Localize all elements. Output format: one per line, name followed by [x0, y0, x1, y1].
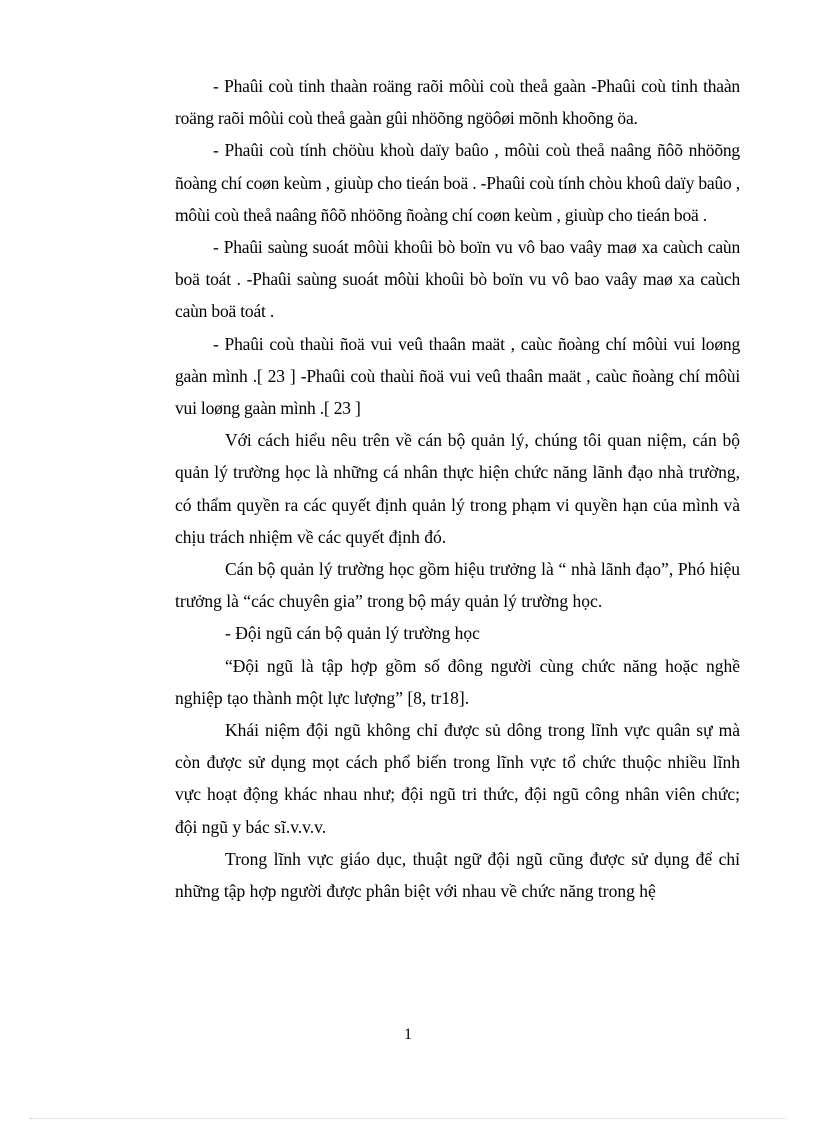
page-number: 1 — [404, 1026, 412, 1043]
paragraph-10: Trong lĩnh vực giáo dục, thuật ngữ đội ngũ cũng được sử dụng để chỉ những tập hợp người được phân biệt với nhau về chức năng trong hệ — [175, 848, 740, 902]
paragraph-1: - Phaûi coù tinh thaàn roäng raõi môùi coù theå gaàn -Phaûi coù tinh thaàn roäng raõi môùi coù theå gaàn gûi nhöõng ngöôøi mõnh khoõng öa. — [175, 76, 740, 129]
section-heading: - Đội ngũ cán bộ quản lý trường học — [225, 623, 480, 644]
paragraph-5: Với cách hiểu nêu trên về cán bộ quản lý, chúng tôi quan niệm, cán bộ quản lý trường học là những cá nhân thực hiện chức năng lãnh đạo nhà trường, có thẩm quyền ra các quyết định quản lý trong phạm vi quyền hạn của mình và chịu trách nhiệm về các quyết định đó. — [175, 430, 740, 547]
page-body — [175, 70, 740, 907]
definition-quote: “Đội ngũ là tập hợp gồm số đông người cùng chức năng hoặc nghề nghiệp tạo thành một lực lượng” [8, tr18]. — [175, 655, 740, 708]
paragraph-3: - Phaûi saùng suoát môùi khoûi bò boïn vu vô bao vaây maø xa caùch caùn boä toát . -Phaûi saùng suoát môùi khoûi bò boïn vu vô bao vaây maø xa caùch caùn boä toát . — [175, 237, 740, 322]
page-edge-divider — [30, 1118, 786, 1119]
paragraph-6: Cán bộ quản lý trường học gồm hiệu trưởng là “ nhà lãnh đạo”, Phó hiệu trưởng là “các chuyên gia” trong bộ máy quản lý trường học. — [175, 559, 740, 612]
paragraph-9: Khái niệm đội ngũ không chỉ được sủ dông trong lĩnh vực quân sự mà còn được sử dụng mọt cách phổ biến trong lĩnh vực tổ chức thuộc nhiều lĩnh vực hoạt động khác nhau như; đội ngũ tri thức, đội ngũ công nhân viên chức; đội ngũ y bác sĩ.v.v.v. — [175, 720, 740, 837]
paragraph-2: - Phaûi coù tính chöùu khoù daïy baûo , môùi coù theå naâng ñôõ nhöõng ñoàng chí coøn keùm , giuùp cho tieán boä . -Phaûi coù tính chòu khoû daïy baûo , môùi coù theå naâng ñôõ nhöõng ñoàng chí coøn keùm , giuùp cho tieán boä . — [175, 140, 740, 225]
paragraph-4: - Phaûi coù thaùi ñoä vui veû thaân maät , caùc ñoàng chí môùi vui loøng gaàn mình .[ 23 ] -Phaûi coù thaùi ñoä vui veû thaân maät , caùc ñoàng chí môùi vui loøng gaàn mình .[ 23 ] — [175, 333, 740, 419]
